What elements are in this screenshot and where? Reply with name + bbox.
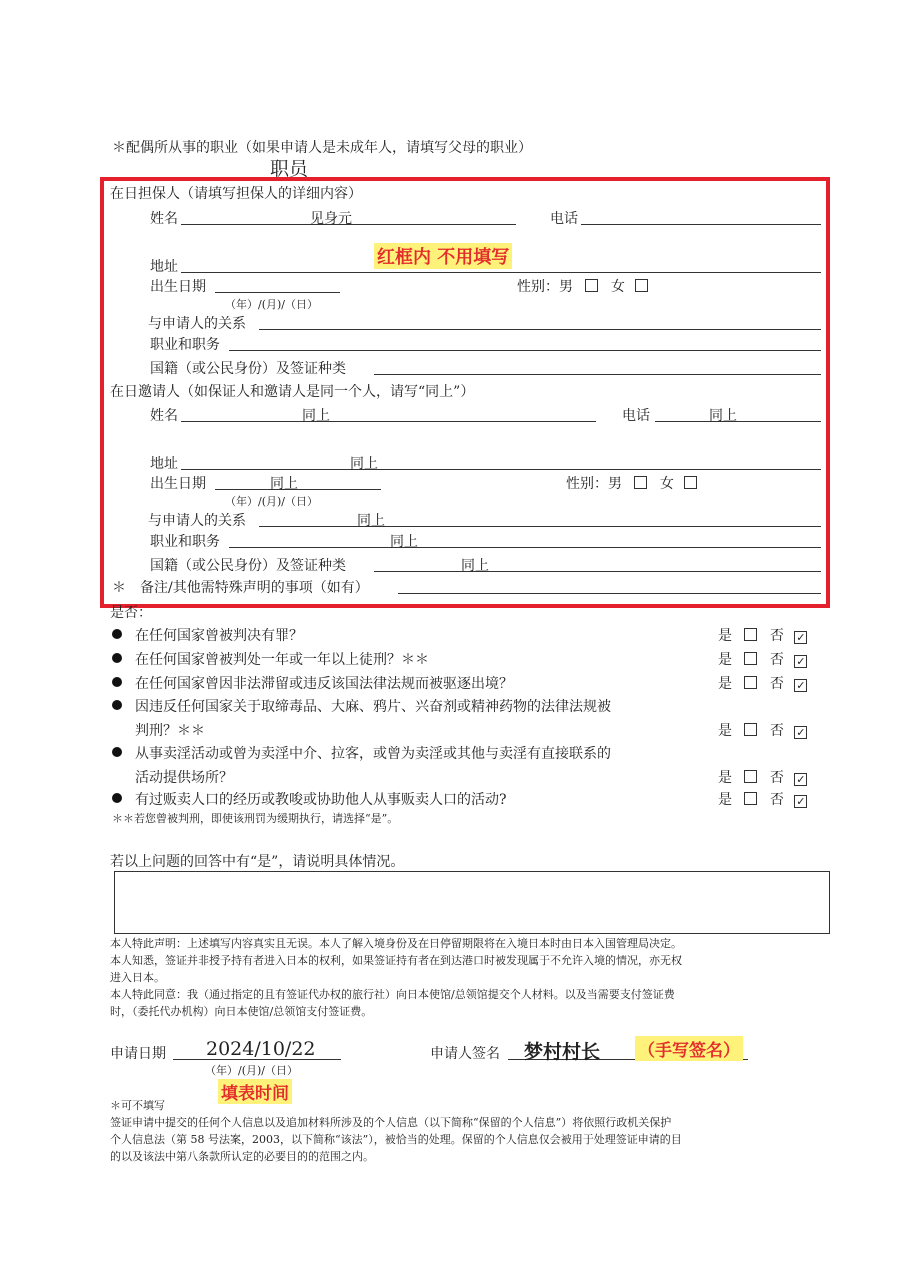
inviter-nationality-value[interactable]: 同上 <box>461 558 489 574</box>
question-4-text: 因违反任何国家关于取缔毒品、大麻、鸦片、兴奋剂或精神药物的法律法规被 <box>135 699 611 715</box>
inviter-relation-label: 与申请人的关系 <box>148 513 246 529</box>
inviter-nationality-label: 国籍（或公民身份）及签证种类 <box>150 558 346 574</box>
question-4-yes-checkbox[interactable] <box>744 723 757 736</box>
remarks-label: ＊ 备注/其他需特殊声明的事项（如有） <box>112 580 369 596</box>
application-date-hint: （年）/(月)/（日） <box>205 1064 298 1077</box>
inviter-male-checkbox[interactable] <box>634 476 647 489</box>
guarantor-gender <box>517 276 648 296</box>
guarantor-relation-label: 与申请人的关系 <box>148 316 246 332</box>
inviter-header: 在日邀请人（如保证人和邀请人是同一个人，请写“同上”） <box>110 384 475 400</box>
question-5-answer <box>718 767 807 787</box>
inviter-dob-label: 出生日期 <box>150 476 206 492</box>
question-5-yes-checkbox[interactable] <box>744 770 757 783</box>
question-5-no-checkbox[interactable]: ✓ <box>796 773 806 786</box>
question-1-text: 在任何国家曾被判决有罪？ <box>135 628 303 644</box>
inviter-address-label: 地址 <box>150 456 178 472</box>
question-6-text: 有过贩卖人口的经历或教唆或协助他人从事贩卖人口的活动? <box>135 792 507 808</box>
inviter-female-checkbox[interactable] <box>684 476 697 489</box>
guarantor-name-label: 姓名 <box>150 211 178 227</box>
question-4-no-checkbox[interactable]: ✓ <box>796 726 806 739</box>
application-date-label: 申请日期 <box>110 1046 166 1062</box>
inviter-name-line[interactable] <box>181 421 596 422</box>
inviter-address-line[interactable] <box>181 469 821 470</box>
applicant-signature-value[interactable]: 梦村村长 <box>524 1041 601 1063</box>
inviter-nationality-line[interactable] <box>374 571 821 572</box>
inviter-female-label: 女 <box>659 476 674 492</box>
bullet-icon <box>112 700 122 710</box>
bullet-icon <box>112 629 122 639</box>
yes-label: 是 <box>718 792 732 808</box>
bullet-icon <box>112 793 122 803</box>
yes-label: 是 <box>718 628 732 644</box>
privacy-title: ＊可不填写 <box>110 1099 165 1112</box>
questions-footnote: ＊＊若您曾被判刑，即使该刑罚为缓期执行，请选择“是”。 <box>112 812 399 825</box>
guarantor-male-label: 性别：男 <box>517 279 573 295</box>
guarantor-female-label: 女 <box>610 279 625 295</box>
yes-label: 是 <box>718 676 732 692</box>
inviter-male-label: 性别：男 <box>566 476 622 492</box>
inviter-job-line[interactable] <box>229 547 821 548</box>
guarantor-phone-label: 电话 <box>550 211 578 227</box>
guarantor-name-value[interactable]: 见身元 <box>310 211 352 227</box>
inviter-relation-value[interactable]: 同上 <box>357 513 385 529</box>
inviter-gender <box>566 473 697 493</box>
question-5-text-cont: 活动提供场所？ <box>135 770 233 786</box>
privacy-line-1: 签证申请中提交的任何个人信息以及追加材料所涉及的个人信息（以下简称“保留的个人信息”）将依照行政机关保护 <box>110 1116 672 1129</box>
question-4-answer <box>718 720 807 740</box>
inviter-address-value[interactable]: 同上 <box>350 456 378 472</box>
question-2-no-checkbox[interactable]: ✓ <box>796 655 806 668</box>
question-6-answer <box>718 789 807 809</box>
no-label: 否 <box>769 723 784 739</box>
question-1-answer <box>718 625 807 645</box>
inviter-phone-value[interactable]: 同上 <box>709 408 737 424</box>
question-1-yes-checkbox[interactable] <box>744 628 757 641</box>
guarantor-dob-line[interactable] <box>215 292 340 293</box>
question-2-text: 在任何国家曾被判处一年或一年以上徒刑？＊＊ <box>135 652 429 668</box>
guarantor-header: 在日担保人（请填写担保人的详细内容） <box>110 186 362 202</box>
privacy-line-3: 的以及该法中第八条款所认定的必要目的的范围之内。 <box>110 1150 374 1163</box>
inviter-phone-label: 电话 <box>622 408 650 424</box>
yes-label: 是 <box>718 723 732 739</box>
question-4-text-cont: 判刑？＊＊ <box>135 723 205 739</box>
guarantor-female-checkbox[interactable] <box>635 279 648 292</box>
question-3-text: 在任何国家曾因非法滞留或违反该国法律法规而被驱逐出境？ <box>135 676 513 692</box>
guarantor-phone-line[interactable] <box>581 224 821 225</box>
explain-textbox[interactable] <box>114 871 830 934</box>
declaration-line-5: 时，（委托代办机构）向日本使馆/总领馆支付签证费。 <box>110 1005 373 1018</box>
guarantor-dob-label: 出生日期 <box>150 279 206 295</box>
guarantor-address-label: 地址 <box>150 259 178 275</box>
yes-label: 是 <box>718 652 732 668</box>
no-label: 否 <box>769 628 784 644</box>
remarks-line[interactable] <box>398 593 821 594</box>
inviter-job-value[interactable]: 同上 <box>390 534 418 550</box>
guarantor-dob-hint: （年）/(月)/（日） <box>225 298 318 311</box>
guarantor-address-line[interactable] <box>181 272 821 273</box>
bullet-icon <box>112 653 122 663</box>
applicant-signature-label: 申请人签名 <box>430 1046 500 1062</box>
declaration-line-2: 本人知悉，签证并非授予持有者进入日本的权利，如果签证持有者在到达港口时被发现属于不允许入境的情况，亦无权 <box>110 954 682 967</box>
annotation-date: 填表时间 <box>218 1079 292 1104</box>
guarantor-job-line[interactable] <box>229 350 821 351</box>
annotation-signature: （手写签名） <box>635 1036 743 1061</box>
inviter-phone-line[interactable] <box>655 421 821 422</box>
declaration-line-1: 本人特此声明：上述填写内容真实且无误。本人了解入境身份及在日停留期限将在入境日本时由日本入国管理局决定。 <box>110 937 682 950</box>
guarantor-male-checkbox[interactable] <box>585 279 598 292</box>
privacy-line-2: 个人信息法（第 58 号法案，2003，以下简称“该法”），被恰当的处理。保留的个人信息仅会被用于处理签证申请的目 <box>110 1133 682 1146</box>
bullet-icon <box>112 747 122 757</box>
question-1-no-checkbox[interactable]: ✓ <box>796 631 806 644</box>
annotation-red-frame: 红框内 不用填写 <box>374 243 512 269</box>
inviter-name-label: 姓名 <box>150 408 178 424</box>
no-label: 否 <box>769 652 784 668</box>
question-3-yes-checkbox[interactable] <box>744 676 757 689</box>
question-3-answer <box>718 673 807 693</box>
inviter-dob-line[interactable] <box>215 489 381 490</box>
question-3-no-checkbox[interactable]: ✓ <box>796 679 806 692</box>
inviter-job-label: 职业和职务 <box>150 534 220 550</box>
guarantor-nationality-label: 国籍（或公民身份）及签证种类 <box>150 361 346 377</box>
yes-label: 是 <box>718 770 732 786</box>
guarantor-nationality-line[interactable] <box>374 374 821 375</box>
inviter-name-value[interactable]: 同上 <box>302 408 330 424</box>
explain-label: 若以上问题的回答中有“是”，请说明具体情况。 <box>110 854 405 870</box>
guarantor-relation-line[interactable] <box>259 329 821 330</box>
inviter-relation-line[interactable] <box>259 526 821 527</box>
guarantor-job-label: 职业和职务 <box>150 337 220 353</box>
inviter-dob-value[interactable]: 同上 <box>270 476 298 492</box>
question-2-answer <box>718 649 807 669</box>
spouse-occupation-value[interactable]: 职员 <box>270 158 309 180</box>
spouse-occupation-label: ＊配偶所从事的职业（如果申请人是未成年人，请填写父母的职业） <box>112 140 532 156</box>
declaration-line-3: 进入日本。 <box>110 971 165 984</box>
questions-header: 是否： <box>110 605 152 621</box>
no-label: 否 <box>769 792 784 808</box>
question-6-yes-checkbox[interactable] <box>744 792 757 805</box>
question-2-yes-checkbox[interactable] <box>744 652 757 665</box>
question-6-no-checkbox[interactable]: ✓ <box>796 795 806 808</box>
inviter-dob-hint: （年）/(月)/（日） <box>225 495 318 508</box>
bullet-icon <box>112 677 122 687</box>
question-5-text: 从事卖淫活动或曾为卖淫中介、拉客，或曾为卖淫或其他与卖淫有直接联系的 <box>135 746 611 762</box>
no-label: 否 <box>769 770 784 786</box>
no-label: 否 <box>769 676 784 692</box>
declaration-line-4: 本人特此同意：我（通过指定的且有签证代办权的旅行社）向日本使馆/总领馆提交个人材料。以及当需要支付签证费 <box>110 988 675 1001</box>
application-date-value[interactable]: 2024/10/22 <box>206 1038 316 1060</box>
